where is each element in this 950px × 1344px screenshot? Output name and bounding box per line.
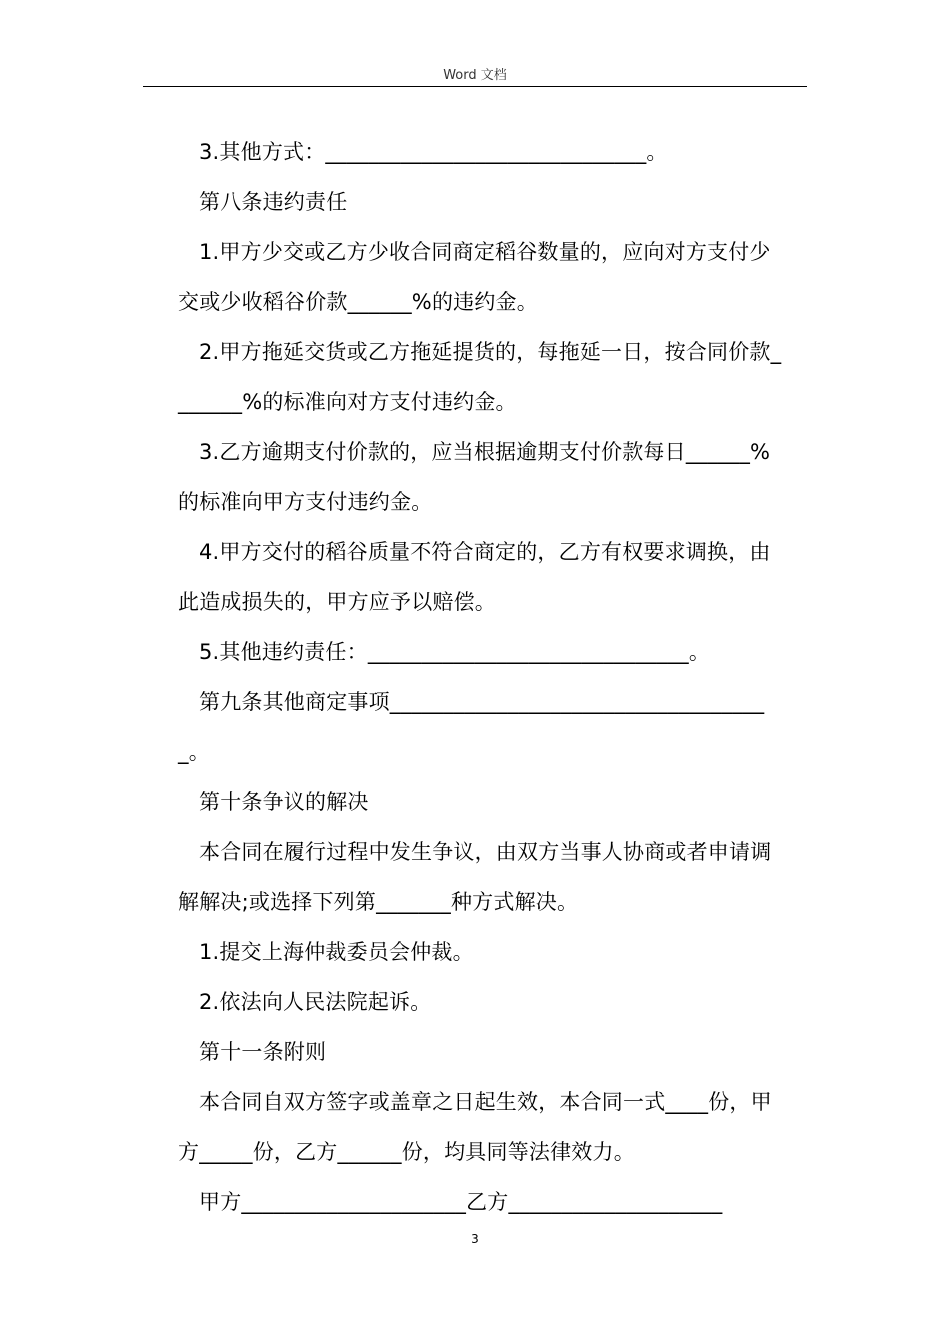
section-heading: 第十一条附则	[199, 1040, 327, 1064]
clause-line: 方_____份，乙方______份，均具同等法律效力。	[178, 1140, 635, 1164]
clause-line: 此造成损失的，甲方应予以赔偿。	[178, 590, 496, 614]
clause-line: 本合同自双方签字或盖章之日起生效，本合同一式____份，甲	[199, 1090, 772, 1114]
page-number: 3	[471, 1232, 479, 1246]
document-body	[178, 127, 808, 1227]
clause-line: _。	[178, 740, 210, 764]
clause-line: 本合同在履行过程中发生争议，由双方当事人协商或者申请调	[199, 840, 772, 864]
clause-line: 3.其他方式：______________________________。	[199, 140, 668, 164]
clause-line: 5.其他违约责任：______________________________。	[199, 640, 711, 664]
clause-line: 2.甲方拖延交货或乙方拖延提货的，每拖延一日，按合同价款_	[199, 340, 782, 364]
clause-line: 3.乙方逾期支付价款的，应当根据逾期支付价款每日______%	[199, 440, 771, 464]
section-heading: 第九条其他商定事项___________________________________	[199, 690, 765, 714]
signature-line: 甲方_____________________乙方____________________	[199, 1190, 723, 1214]
clause-line: 2.依法向人民法院起诉。	[199, 990, 432, 1014]
clause-line: 1.甲方少交或乙方少收合同商定稻谷数量的，应向对方支付少	[199, 240, 771, 264]
clause-line: 的标准向甲方支付违约金。	[178, 490, 433, 514]
document-header: Word 文档	[443, 68, 507, 83]
clause-line: 解解决;或选择下列第_______种方式解决。	[178, 890, 579, 914]
clause-line: 4.甲方交付的稻谷质量不符合商定的，乙方有权要求调换，由	[199, 540, 771, 564]
section-heading: 第十条争议的解决	[199, 790, 369, 814]
clause-line: ______%的标准向对方支付违约金。	[178, 390, 517, 414]
clause-line: 交或少收稻谷价款______%的违约金。	[178, 290, 538, 314]
header-divider	[143, 86, 807, 87]
clause-line: 1.提交上海仲裁委员会仲裁。	[199, 940, 474, 964]
section-heading: 第八条违约责任	[199, 190, 348, 214]
